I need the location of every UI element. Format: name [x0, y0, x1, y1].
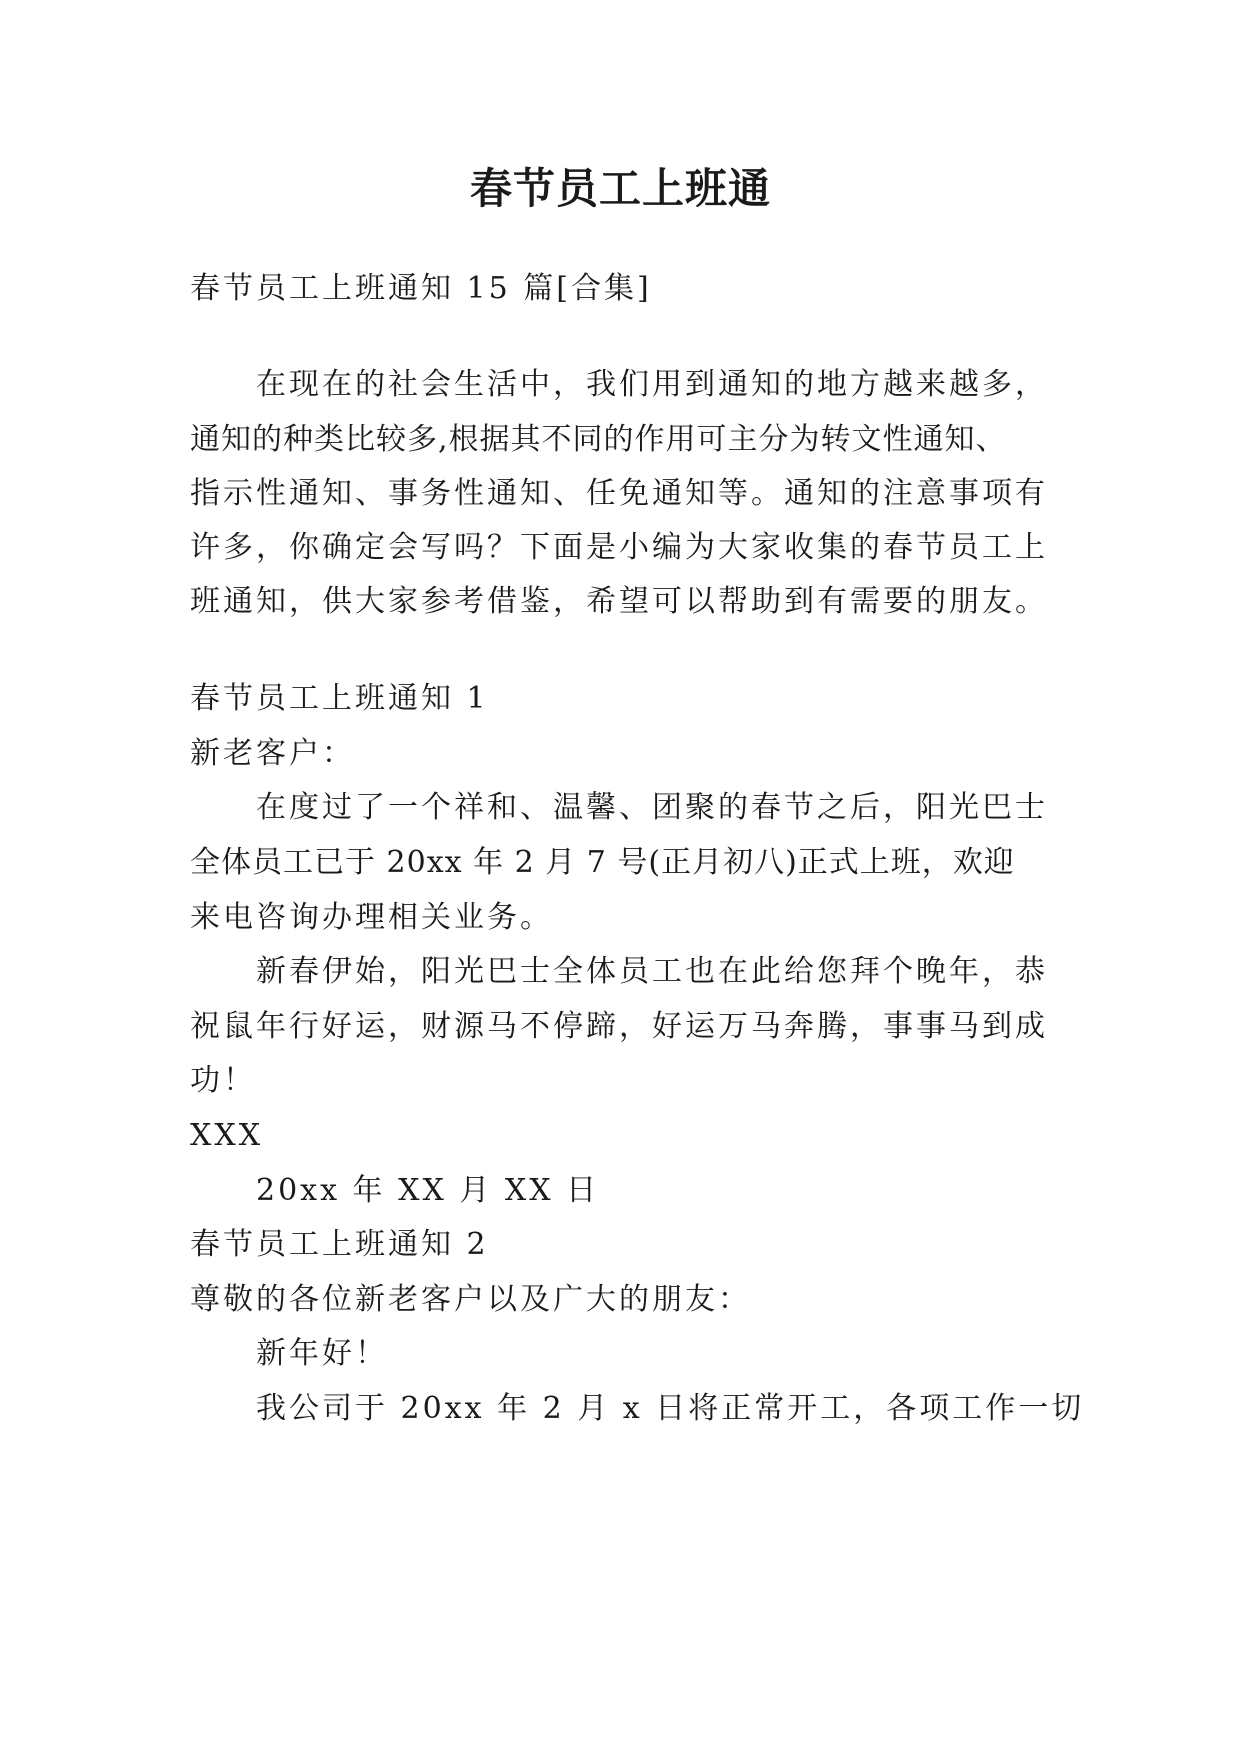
- notice2-salutation: 尊敬的各位新老客户以及广大的朋友：: [190, 1282, 751, 1317]
- intro-line: 许多，你确定会写吗？下面是小编为大家收集的春节员工上: [190, 530, 1048, 565]
- notice1-para2-line: 功！: [190, 1063, 256, 1098]
- intro-line: 指示性通知、事务性通知、任免通知等。通知的注意事项有: [190, 476, 1048, 511]
- notice1-para2-line: 祝鼠年行好运，财源马不停蹄，好运万马奔腾，事事马到成: [190, 1009, 1048, 1044]
- notice1-para1-line: 全体员工已于 20xx 年 2 月 7 号(正月初八)正式上班，欢迎: [190, 845, 1015, 880]
- notice1-date: 20xx 年 XX 月 XX 日: [256, 1173, 600, 1208]
- intro-line: 通知的种类比较多,根据其不同的作用可主分为转文性通知、: [190, 422, 1007, 457]
- notice1-signature: XXX: [190, 1118, 264, 1153]
- document-subtitle: 春节员工上班通知 15 篇[合集]: [190, 271, 652, 306]
- notice1-salutation: 新老客户：: [190, 736, 355, 771]
- document-title: 春节员工上班通: [469, 164, 771, 213]
- notice2-greeting: 新年好！: [256, 1336, 388, 1371]
- intro-line: 班通知，供大家参考借鉴，希望可以帮助到有需要的朋友。: [190, 584, 1048, 619]
- intro-line: 在现在的社会生活中，我们用到通知的地方越来越多，: [256, 367, 1048, 402]
- notice2-para1-line: 我公司于 20xx 年 2 月 x 日将正常开工，各项工作一切: [256, 1391, 1085, 1426]
- notice1-heading: 春节员工上班通知 1: [190, 681, 489, 716]
- notice1-para1-line: 来电咨询办理相关业务。: [190, 900, 553, 935]
- notice2-heading: 春节员工上班通知 2: [190, 1227, 489, 1262]
- notice1-para1-line: 在度过了一个祥和、温馨、团聚的春节之后，阳光巴士: [256, 790, 1048, 825]
- notice1-para2-line: 新春伊始，阳光巴士全体员工也在此给您拜个晚年，恭: [256, 954, 1048, 989]
